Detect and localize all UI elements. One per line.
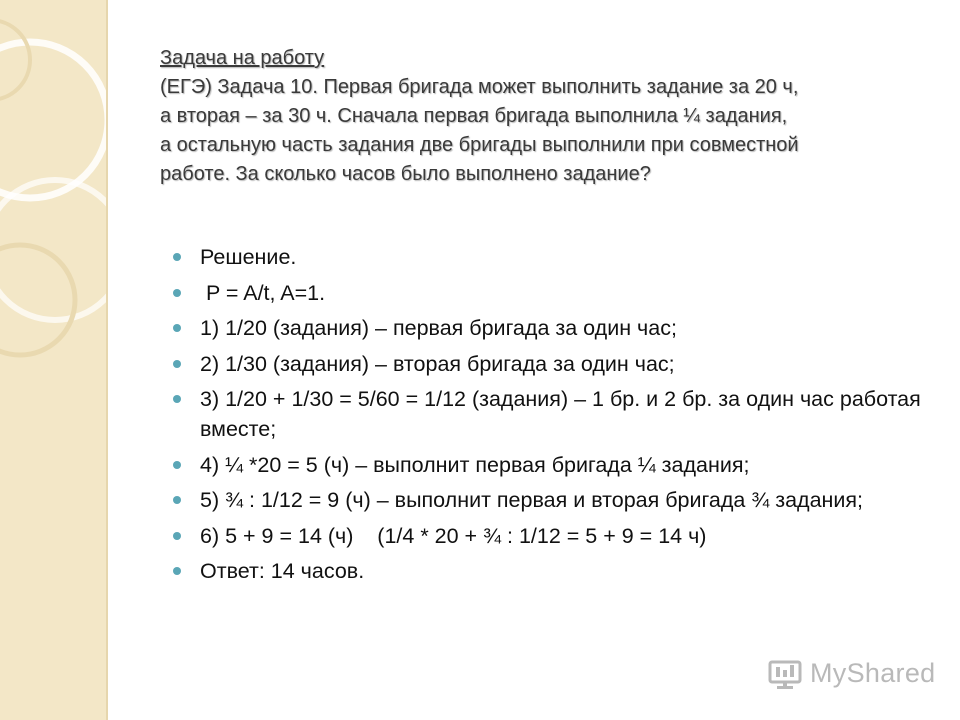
bullet-icon xyxy=(173,253,181,261)
bullet-icon xyxy=(173,324,181,332)
solution-item: Решение. xyxy=(172,242,942,272)
solution-item: 2) 1/30 (задания) – вторая бригада за один час; xyxy=(172,349,942,379)
solution-item: 3) 1/20 + 1/30 = 5/60 = 1/12 (задания) – 1 бр. и 2 бр. за один час работая вместе; xyxy=(172,384,942,444)
bullet-icon xyxy=(173,360,181,368)
solution-item: 5) ¾ : 1/12 = 9 (ч) – выполнит первая и вторая бригада ¾ задания; xyxy=(172,485,942,515)
bullet-icon xyxy=(173,567,181,575)
task-line: работе. За сколько часов было выполнено задание? xyxy=(160,163,651,185)
watermark-text: MyShared xyxy=(810,657,936,688)
task-line: (ЕГЭ) Задача 10. Первая бригада может выполнить задание за 20 ч, xyxy=(160,76,799,98)
sidebar-circles-decoration xyxy=(0,0,106,720)
solution-list xyxy=(172,242,942,592)
presentation-board-icon xyxy=(768,656,802,690)
task-line: а остальную часть задания две бригады выполнили при совместной xyxy=(160,134,799,156)
bullet-icon xyxy=(173,496,181,504)
task-heading: Задача на работу xyxy=(160,47,325,69)
watermark-logo xyxy=(768,655,935,691)
task-line: а вторая – за 30 ч. Сначала первая бригада выполнила ¼ задания, xyxy=(160,105,788,127)
bullet-icon xyxy=(173,532,181,540)
solution-item: 6) 5 + 9 = 14 (ч) (1/4 * 20 + ¾ : 1/12 = 5 + 9 = 14 ч) xyxy=(172,521,942,551)
solution-item: 4) ¼ *20 = 5 (ч) – выполнит первая бригада ¼ задания; xyxy=(172,450,942,480)
solution-item: Ответ: 14 часов. xyxy=(172,556,942,586)
solution-item: 1) 1/20 (задания) – первая бригада за один час; xyxy=(172,313,942,343)
task-title xyxy=(160,44,940,189)
bullet-icon xyxy=(173,289,181,297)
decorative-sidebar xyxy=(0,0,108,720)
solution-item: P = A/t, A=1. xyxy=(172,278,942,308)
bullet-icon xyxy=(173,395,181,403)
bullet-icon xyxy=(173,461,181,469)
